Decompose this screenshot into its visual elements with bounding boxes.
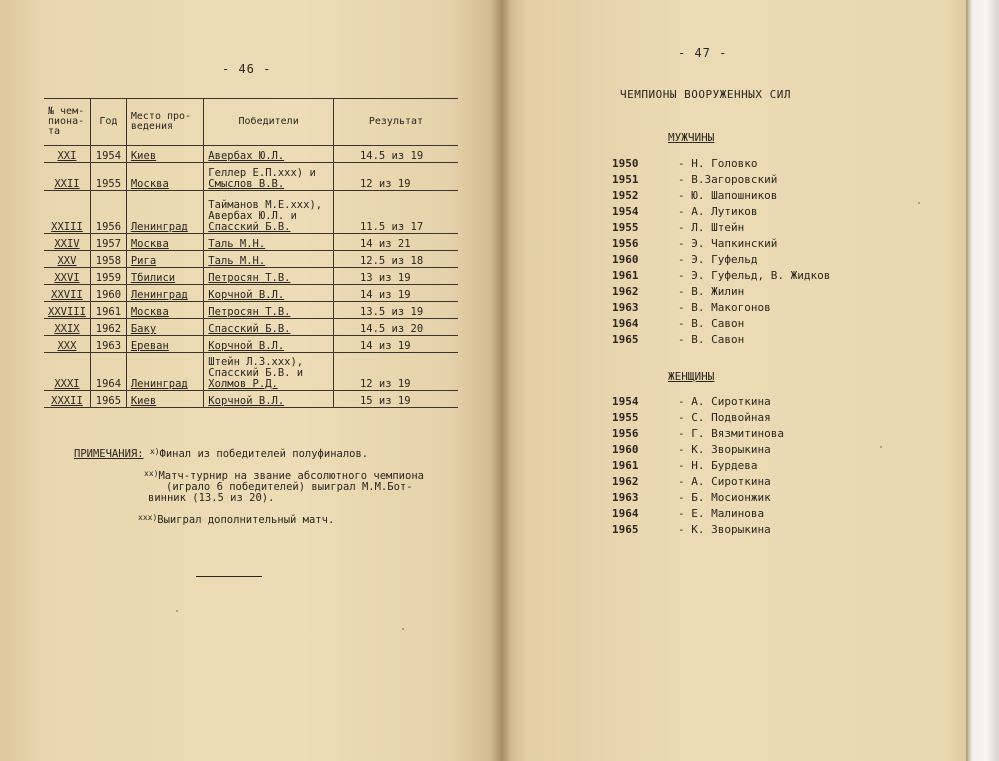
header-championship-number: № чем- пиона- та — [44, 99, 90, 146]
cell-result: 14 из 19 — [333, 285, 458, 302]
list-item — [612, 442, 784, 458]
cell-championship-number: XXXII — [44, 391, 90, 408]
list-item — [612, 188, 830, 204]
table-row — [44, 268, 458, 285]
cell-year: 1964 — [90, 353, 126, 391]
table-row — [44, 336, 458, 353]
table-row — [44, 234, 458, 251]
note-item: $^{хх)}$Матч-турнир на звание абсолютного чемпиона (играло 6 победителей) выиграл М.М.Бот- винник (13.5 из 20). — [144, 469, 424, 504]
list-item — [612, 410, 784, 426]
note-mark: ххх) — [138, 513, 158, 522]
cell-result: 14.5 из 20 — [333, 319, 458, 336]
cell-winners: Штейн Л.З.xxx), Спасский Б.В. и Холмов Р.Д. — [204, 353, 334, 391]
header-place: Место про- ведения — [126, 99, 203, 146]
entry-year: 1955 — [612, 221, 639, 234]
cell-year: 1957 — [90, 234, 126, 251]
men-champions-list — [612, 156, 830, 348]
entry-name: - В.Загоровский — [678, 173, 778, 186]
cell-result: 13.5 из 19 — [333, 302, 458, 319]
cell-year: 1955 — [90, 163, 126, 191]
divider-rule — [196, 576, 262, 577]
list-item — [612, 506, 784, 522]
entry-year: 1963 — [612, 491, 639, 504]
list-item — [612, 490, 784, 506]
cell-championship-number: XXI — [44, 146, 90, 163]
entry-year: 1954 — [612, 205, 639, 218]
header-result: Результат — [333, 99, 458, 146]
entry-name: - Е. Малинова — [678, 507, 765, 520]
cell-result: 14.5 из 19 — [333, 146, 458, 163]
cell-championship-number: XXVI — [44, 268, 90, 285]
paper-speck — [402, 628, 404, 630]
entry-name: - В. Жилин — [678, 285, 745, 298]
cell-year: 1959 — [90, 268, 126, 285]
entry-name: - А. Лутиков — [678, 205, 758, 218]
cell-place: Ленинград — [126, 285, 203, 302]
entry-name: - Н. Головко — [678, 157, 758, 170]
women-champions-list — [612, 394, 784, 538]
table-row — [44, 302, 458, 319]
cell-championship-number: XXIV — [44, 234, 90, 251]
entry-year: 1956 — [612, 237, 639, 250]
list-item — [612, 394, 784, 410]
entry-year: 1960 — [612, 253, 639, 266]
cell-place: Киев — [126, 146, 203, 163]
list-item — [612, 268, 830, 284]
entry-name: - В. Макогонов — [678, 301, 771, 314]
entry-year: 1962 — [612, 285, 639, 298]
entry-year: 1965 — [612, 523, 639, 536]
entry-name: - А. Сироткина — [678, 475, 771, 488]
page-edge — [966, 0, 999, 761]
entry-name: - А. Сироткина — [678, 395, 771, 408]
paper-speck — [918, 202, 920, 204]
cell-place: Ленинград — [126, 191, 203, 234]
cell-championship-number: XXV — [44, 251, 90, 268]
page-number-left: - 46 - — [222, 62, 272, 76]
entry-year: 1954 — [612, 395, 639, 408]
entry-name: - Г. Вязмитинова — [678, 427, 784, 440]
table-row — [44, 319, 458, 336]
cell-result: 14 из 19 — [333, 336, 458, 353]
entry-year: 1962 — [612, 475, 639, 488]
page-number-right: - 47 - — [678, 46, 728, 60]
table-row — [44, 391, 458, 408]
note-item: ПРИМЕЧАНИЯ: $^{х)}$Финал из победителей полуфиналов. — [74, 447, 369, 460]
list-item — [612, 156, 830, 172]
championships-table — [44, 98, 458, 408]
cell-winners: Спасский Б.В. — [204, 319, 334, 336]
cell-place: Москва — [126, 163, 203, 191]
table-row — [44, 191, 458, 234]
cell-place: Тбилиси — [126, 268, 203, 285]
entry-name: - Э. Гуфельд — [678, 253, 758, 266]
list-item — [612, 204, 830, 220]
cell-championship-number: XXIII — [44, 191, 90, 234]
book-gutter — [490, 0, 512, 761]
list-item — [612, 522, 784, 538]
paper-speck — [880, 446, 882, 448]
cell-result: 13 из 19 — [333, 268, 458, 285]
header-winners: Победители — [204, 99, 334, 146]
table-row — [44, 353, 458, 391]
cell-result: 12 из 19 — [333, 163, 458, 191]
cell-place: Баку — [126, 319, 203, 336]
entry-name: - К. Зворыкина — [678, 523, 771, 536]
cell-winners: Корчной В.Л. — [204, 285, 334, 302]
right-page — [500, 0, 970, 761]
list-item — [612, 236, 830, 252]
entry-name: - Л. Штейн — [678, 221, 745, 234]
entry-name: - Э. Гуфельд, В. Жидков — [678, 269, 831, 282]
entry-name: - В. Савон — [678, 317, 745, 330]
cell-winners: Тайманов М.Е.xxx), Авербах Ю.Л. и Спасский Б.В. — [204, 191, 334, 234]
entry-year: 1960 — [612, 443, 639, 456]
cell-year: 1965 — [90, 391, 126, 408]
table-body — [44, 146, 458, 408]
cell-place: Рига — [126, 251, 203, 268]
cell-year: 1954 — [90, 146, 126, 163]
section-heading-men: МУЖЧИНЫ — [668, 131, 715, 144]
cell-year: 1961 — [90, 302, 126, 319]
entry-year: 1961 — [612, 269, 639, 282]
cell-year: 1956 — [90, 191, 126, 234]
cell-championship-number: XXII — [44, 163, 90, 191]
cell-year: 1960 — [90, 285, 126, 302]
cell-winners: Геллер Е.П.xxx) и Смыслов В.В. — [204, 163, 334, 191]
entry-year: 1964 — [612, 317, 639, 330]
header-year: Год — [90, 99, 126, 146]
list-item — [612, 332, 830, 348]
cell-result: 11.5 из 17 — [333, 191, 458, 234]
cell-place: Москва — [126, 234, 203, 251]
list-item — [612, 458, 784, 474]
entry-name: - С. Подвойная — [678, 411, 771, 424]
entry-year: 1952 — [612, 189, 639, 202]
list-item — [612, 426, 784, 442]
cell-championship-number: XXIX — [44, 319, 90, 336]
entry-year: 1961 — [612, 459, 639, 472]
cell-year: 1962 — [90, 319, 126, 336]
cell-result: 12.5 из 18 — [333, 251, 458, 268]
entry-year: 1951 — [612, 173, 639, 186]
cell-year: 1963 — [90, 336, 126, 353]
entry-name: - К. Зворыкина — [678, 443, 771, 456]
cell-place: Ленинград — [126, 353, 203, 391]
cell-winners: Корчной В.Л. — [204, 336, 334, 353]
cell-winners: Авербах Ю.Л. — [204, 146, 334, 163]
entry-name: - Н. Бурдева — [678, 459, 758, 472]
list-item — [612, 172, 830, 188]
list-item — [612, 220, 830, 236]
cell-place: Киев — [126, 391, 203, 408]
cell-result: 15 из 19 — [333, 391, 458, 408]
table-header-row — [44, 99, 458, 146]
cell-winners: Петросян Т.В. — [204, 268, 334, 285]
table-row — [44, 251, 458, 268]
notes — [74, 446, 454, 526]
notes-title: ПРИМЕЧАНИЯ: — [74, 448, 144, 460]
list-item — [612, 300, 830, 316]
cell-championship-number: XXVII — [44, 285, 90, 302]
table-row — [44, 163, 458, 191]
entry-name: - Б. Мосионжик — [678, 491, 771, 504]
page-title: ЧЕМПИОНЫ ВООРУЖЕННЫХ СИЛ — [620, 88, 791, 101]
cell-result: 14 из 21 — [333, 234, 458, 251]
entry-year: 1964 — [612, 507, 639, 520]
entry-year: 1956 — [612, 427, 639, 440]
entry-year: 1955 — [612, 411, 639, 424]
entry-year: 1963 — [612, 301, 639, 314]
list-item — [612, 284, 830, 300]
cell-winners: Петросян Т.В. — [204, 302, 334, 319]
entry-name: - Ю. Шапошников — [678, 189, 778, 202]
list-item — [612, 474, 784, 490]
cell-result: 12 из 19 — [333, 353, 458, 391]
entry-name: - В. Савон — [678, 333, 745, 346]
note-item: $^{ххх)}$Выиграл дополнительный матч. — [138, 513, 335, 526]
paper-speck — [176, 610, 178, 612]
list-item — [612, 316, 830, 332]
list-item — [612, 252, 830, 268]
cell-championship-number: XXX — [44, 336, 90, 353]
cell-championship-number: XXVIII — [44, 302, 90, 319]
entry-year: 1965 — [612, 333, 639, 346]
cell-year: 1958 — [90, 251, 126, 268]
cell-winners: Таль М.Н. — [204, 234, 334, 251]
cell-championship-number: XXXI — [44, 353, 90, 391]
note-mark: хх) — [144, 469, 159, 478]
cell-winners: Корчной В.Л. — [204, 391, 334, 408]
note-mark: х) — [149, 447, 160, 456]
table-row — [44, 285, 458, 302]
cell-place: Москва — [126, 302, 203, 319]
entry-name: - Э. Чапкинский — [678, 237, 778, 250]
cell-winners: Таль М.Н. — [204, 251, 334, 268]
table-row — [44, 146, 458, 163]
entry-year: 1950 — [612, 157, 639, 170]
section-heading-women: ЖЕНЩИНЫ — [668, 370, 715, 383]
cell-place: Ереван — [126, 336, 203, 353]
